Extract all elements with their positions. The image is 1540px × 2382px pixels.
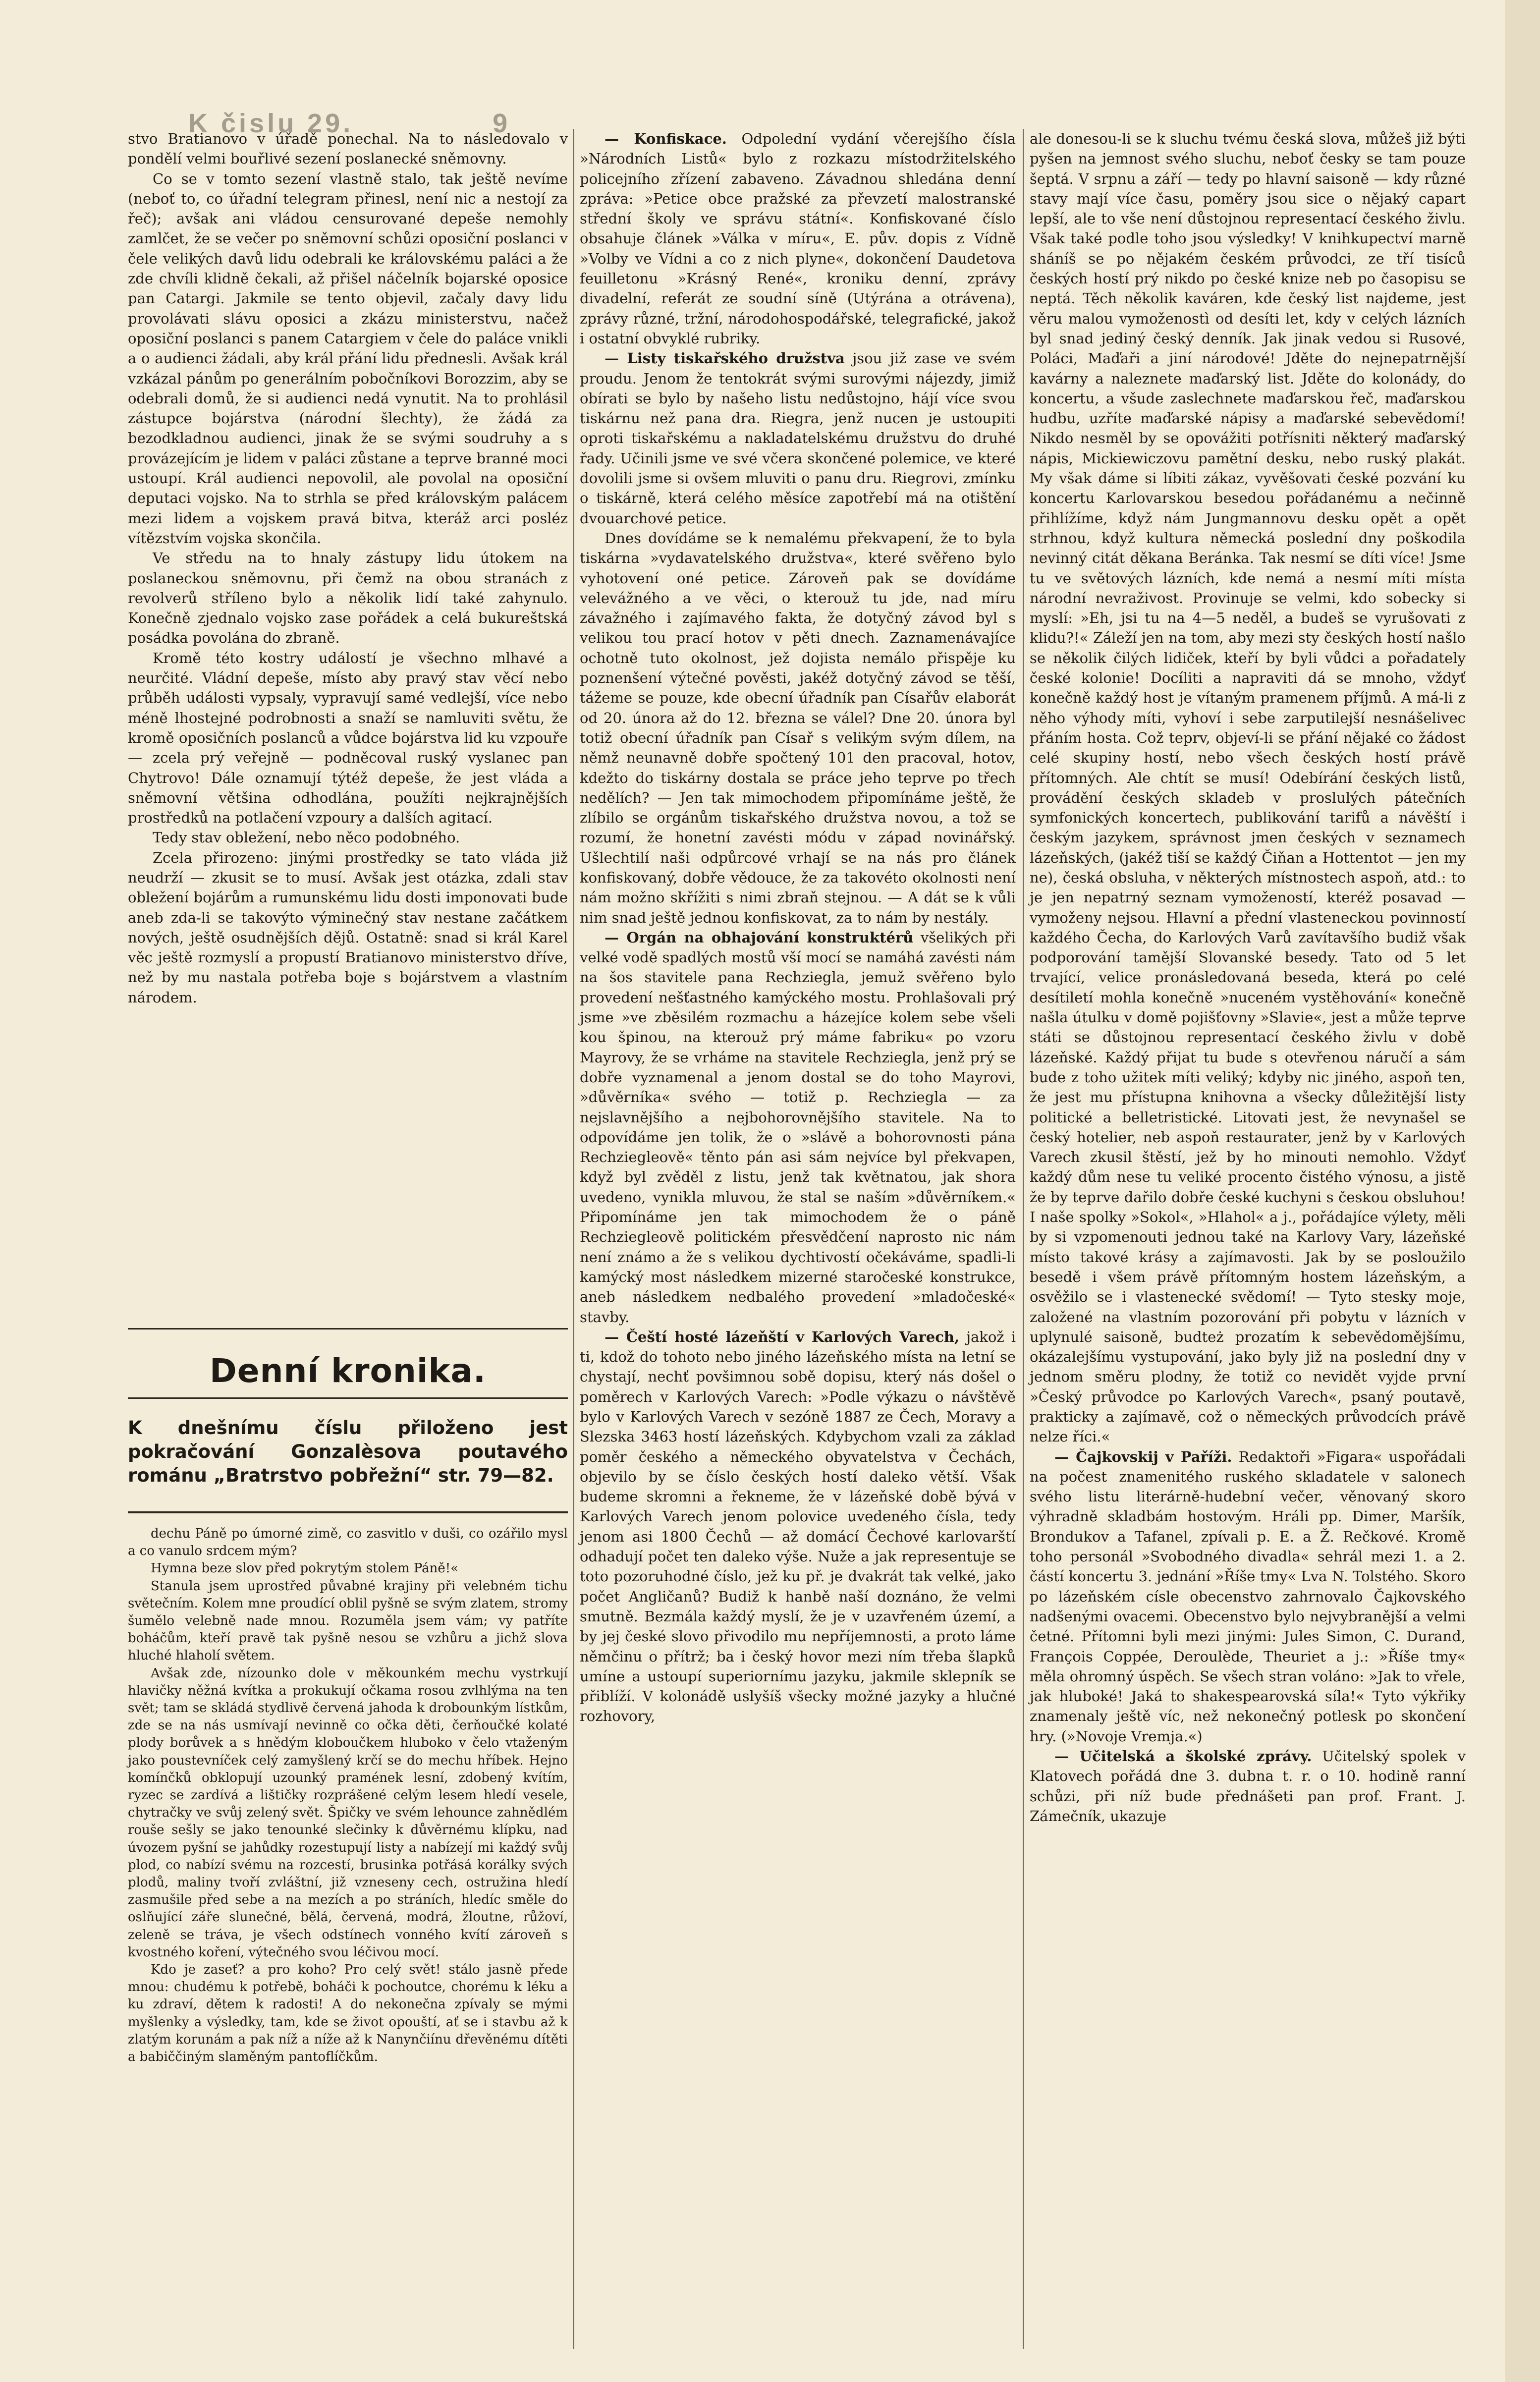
feuilleton-paragraph: Stanula jsem uprostřed půvabné krajiny při velebném tichu světečním. Kolem mne proudící oblil pyšně se svým zlatem, stromy šumělo velebně nade mnou. Rozuměla jsem vám; vy patříte boháčům, kteří pravě tak pyšně nesou se vzhůru a jichž slova hluché hlaholí světem.	[128, 1578, 568, 1663]
article-paragraph: Tedy stav obležení, nebo něco podobného.	[153, 829, 460, 846]
section-title: Denní kronika.	[209, 1352, 487, 1390]
news-item	[580, 528, 1016, 928]
news-item-head: — Listy tiskařského družstva	[605, 350, 845, 367]
news-item	[1030, 129, 1466, 1447]
column-divider	[1023, 129, 1024, 2349]
news-item-head: — Orgán na obhajování konstruktérů	[605, 929, 914, 946]
column-divider	[573, 129, 574, 2349]
news-item-text: Dnes dovídáme se k nemalému překvapení, že to byla tiskárna »vydavatelského družstva«, které svěřeno bylo vyhotovení oné petice. Zároveň pak se dovídáme velevážného a ve věci, o kterouž tu jde, nad míru závažného i zajímavého fakta, že dotyčný závod byl s velikou tou prací hotov v pěti dnech. Zaznamenávajíce ochotně tuto okolnost, jež dojista nemálo přispěje ku poznenšení výtečné pověsti, jakéž dotyčný závod se těší, tážeme se pouze, kde obecní úřadník pan Císařův elaborát od 20. února až do 12. března se válel? Dne 20. února byl totiž obecní úřadník pan Císař s velikým svým dílem, na němž neunavně dobře spočtený 101 den pracoval, hotov, kdežto do tiskárny dostala se práce jeho teprve po třech nedělích? — Jen tak mimochodem připomínáme ještě, že zlíbilo se orgánům tiskařského družstva novou, a tož se rozumí, že honetní zavésti módu v západ novinářský. Ušlechtilí naši odpůrcové vrhají se na nás pro článek konfiskovaný, dobře vědouce, že za takovéto okolnosti není nám možno skřížiti s nimi zbraň stejnou. — A dát se k vůli nim snad ještě jednou konfiskovat, za to nám by nestály.	[580, 529, 1016, 926]
news-item-head: — Učitelská a školské zprávy.	[1054, 1748, 1312, 1765]
news-item-text: jakož i ti, kdož do tohoto nebo jiného lázeňského místa na letní se chystají, nechť povšimnou sobě dopisu, který nás došel o poměrech v Karlových Varech: »Podle výkazu o návštěvě bylo v Karlových Varech v sezóně 1887 ze Čech, Moravy a Slezska 3463 hostí lázeňských. Kdybychom vzali za základ poměr českého a německého obyvatelstva v Čechách, objevilo by se číslo českých hostí daleko větší. Však budeme skromni a řekneme, že v lázeňské době bývá v Karlových Varech jenom polovice uvedeného čísla, tedy jenom asi 1800 Čechů — až domácí Čechové karlovarští odhadují počet ten daleko výše. Nuže a jak representuje se toto pozoruhodné číslo, jež ku př. je dvakrát tak velké, jako počet Angličanů? Budiž k hanbě naší doznáno, že velmi smutně. Bezmála každý myslí, že je v uzavřeném území, a by jej české slovo přivodilo mu nepříjemnosti, a proto láme němčinu o přítrž; ba i český hovor mezi ním třeba šlapků umíne a ustoupí superiornímu jazyku, jakmile sklepník se přiblíží. V kolonádě uslyšíš všecky možné jazyky a hlučné rozhovory,	[580, 1328, 1016, 1725]
column-left	[128, 129, 568, 1007]
feuilleton	[128, 1525, 568, 2066]
feuilleton-paragraph: Kdo je zaseť? a pro koho? Pro celý svět! stálo jasně přede mnou: chudému k potřebě, boháči k pochoutce, chorému k léku a ku zdraví, dětem k radosti! A do nekonečna zpívaly se mými myšlenky a výsledky, tam, kde se život opouští, ať se i stavbu až k zlatým korunám a pak níž a níže až k Nanynčiínu dřevěnému dítěti a babiččiným slaměným pantoflíčkům.	[128, 1962, 568, 2065]
news-item-text: jsou již zase ve svém proudu. Jenom že tentokrát svými surovými nájezdy, jimiž obírati se bylo by našeho listu nedůstojno, hájí více svou tiskárnu než pana dra. Riegra, jenž nucen je ustoupiti oproti tiskařskému a nakladatelskému družstvu do druhé řady. Učinili jsme ve své včera skončené polemice, ve které dovolili jsme si ovšem mluviti o panu dru. Riegrovi, zmínku o tiskárně, která celého měsíce zapotřebí má na otištění dvouarchové petice.	[580, 350, 1016, 527]
news-item-text: všelikých při velké vodě spadlých mostů vší mocí se namáhá zavésti nám na šos stavitele pana Rechziegla, jemuž svěřeno bylo provedení nešťastného kamýckého mostu. Prohlašovali prý jsme »ve zběsilém rozmachu a házejíce kolem sebe všeli kou špinou, na kterouž prý máme fabriku« po vzoru Mayrovy, že se vrháme na stavitele Rechziegla, jenž prý se dobře vyznamenal a jenom dostal se do toho Mayrovi, »důvěrníka« svého — totiž p. Rechziegla — za nejslavnějšího a nejbohorovnějšího stavitele. Na to odpovídáme jen tolik, že o »slávě a bohorovnosti pána Rechziegleově« těnto pán asi sám nejvíce byl překvapen, když byl zvěděl z listu, jenž tak květnatou, jak shora uvedeno, vynikla mluvou, že stal se naším »důvěrníkem.« Připomínáme jen tak mimochodem že o páně Rechziegleově politickém přesvědčení naprosto nic nám není známo a že s velikou dychtivostí očekáváme, spadli-li kamýcký most následkem mizerné staročeské konstrukce, aneb následkem nedbalého provedení »mladočeské« stavby.	[580, 929, 1016, 1326]
article-paragraph: Kromě této kostry událostí je všechno mlhavé a neurčité. Vládní depeše, místo aby pravý stav věcí nebo průběh události vypsaly, vypravují samé vedlejší, více nebo méně lhostejné podrobnosti a snaží se namluviti světu, že kromě oposičních poslanců a vůdce bojárstva lid ku vzpouře — zcela prý veřejně — podněcoval ruský vyslanec pan Chytrovo! Dále oznamují týtéž depeše, že jest vláda a sněmovní většina odhodlána, použíti nejkrajnějších prostředků na potlačení vzpoury a dalších agitací.	[128, 649, 568, 827]
news-item	[580, 1327, 1016, 1726]
section-divider	[128, 1328, 568, 1329]
column-middle	[580, 129, 1016, 1726]
news-item	[580, 129, 1016, 348]
news-item	[580, 928, 1016, 1327]
section-divider	[128, 1397, 568, 1399]
feuilleton-paragraph: dechu Páně po úmorné zimě, co zasvitlo v duši, co ozářilo mysl a co vanulo srdcem mým?	[128, 1526, 568, 1559]
page-number-left: K čislu 29.	[188, 109, 354, 138]
news-item-text: Učitelský spolek v Klatovech pořádá dne 3. dubna t. r. o 10. hodině ranní schůzi, při níž bude přednášeti pan prof. Frant. J. Zámečník, ukazuje	[1030, 1748, 1466, 1825]
news-item	[1030, 1447, 1466, 1746]
feuilleton-divider	[128, 1511, 568, 1513]
news-item-head: — Čeští hosté lázeňští v Karlových Varech,	[605, 1328, 960, 1345]
article-paragraph: Co se v tomto sezení vlastně stalo, tak ještě nevíme (neboť to, co úřadní telegram přinesl, není nic a nestojí za řeč); avšak ani vládou censurované depeše nemohly zamlčet, že se večer po sněmovní schůzi oposiční poslanci v čele velikých davů lidu odebrali ke královskému paláci a že zde chvíli klidně čekali, až přišel náčelník bojarské oposice pan Catargi. Jakmile se tento objevil, začaly davy lidu provolávati slávu oposici a zkázu ministerstvu, načež oposiční poslanci s panem Catargiem v čele do paláce vnikli a o audienci žádali, aby král přání lidu přednesli. Avšak král vzkázal pánům po generálním pobočníkovi Borozzim, aby se odebrali domů, že si audienci nedá vynutit. Na to prohlásil zástupce bojárstva (národní šlechty), že žádá za bezodkladnou audienci, jinak že se svými soudruhy a s provázejícím je lidem v paláci zůstane a teprve branné moci ustoupí. Král audienci nepovolil, ale povolal na oposiční deputaci vojsko. Na to strhla se před královským palácem mezi lidem a vojskem pravá bitva, kteráž arci posléz vítězstvím vojska skončila.	[128, 170, 568, 547]
news-item	[580, 348, 1016, 528]
page-number-mid: 9	[493, 109, 511, 138]
article-paragraph: Zcela přirozeno: jinými prostředky se tato vláda již neudrží — zkusit se to musí. Avšak jest otázka, zdali stav obležení bojárům a rumunskému lidu dosti imponovati bude aneb zda-li se takovýto výminečný stav nestane začátkem nových, ještě osudnějších dějů. Ostatně: snad si král Karel věc ještě rozmyslí a propustí Bratianovo ministerstvo dříve, než by mu nastala potřeba boje s bojárstvem a vlastním národem.	[128, 849, 568, 1006]
news-item-text: Odpolední vydání včerejšího čísla »Národních Listů« bylo z rozkazu místodržitelského policejního zřízení zabaveno. Závadnou shledána denní zpráva: »Petice obce pražské za převzetí malostranské střední školy ve správu státní«. Konfiskované číslo obsahuje článek »Válka v míru«, E. pův. dopis z Vídně »Volby ve Vídni a co z nich plyne«, dokončení Daudetova feuilletonu »Krásný René«, kroniku denní, zprávy divadelní, referát ze soudní síně (Utýrána a otrávena), zprávy různé, tržní, národohospodářské, telegrafické, jakož i ostatní obvyklé rubriky.	[580, 130, 1016, 347]
column-right	[1030, 129, 1466, 1826]
news-item-head: — Konfiskace.	[605, 130, 727, 147]
article-paragraph: Ve středu na to hnaly zástupy lidu útokem na poslaneckou sněmovnu, při čemž na obou stranách z revolverů stříleno bylo a několik lidí také zahynulo. Konečně zjednalo vojsko zase pořádek a celá bukureštská posádka povolána do zbraně.	[128, 550, 568, 647]
supplement-notice: K dnešnímu číslu přiloženo jest pokračování Gonzalèsova poutavého románu „Bratrstvo pobřežní“ str. 79—82.	[128, 1417, 568, 1486]
news-item-head: — Čajkovskij v Paříži.	[1054, 1448, 1232, 1465]
page-edge	[1505, 0, 1540, 2382]
feuilleton-paragraph: Hymna beze slov před pokrytým stolem Páně!«	[151, 1561, 459, 1576]
article-paragraph: stvo Bratianovo v úřadě ponechal. Na to následovalo v pondělí velmi bouřlivé sezení poslanecké sněmovny.	[128, 130, 568, 167]
news-item	[1030, 1746, 1466, 1826]
news-item-text: Redaktoři »Figara« uspořádali na počest znamenitého ruského skladatele v salonech svého listu literárně-hudební večer, věnovaný skoro výhradně skladbám hostovým. Hráli pp. Dimer, Maršík, Brondukov a Tafanel, zpívali p. E. a Ž. Rečkové. Kromě toho personál »Svobodného divadla« sehrál mezi 1. a 2. částí koncertu 3. jednání »Říše tmy« Lva N. Tolstého. Skoro po lázeňském císle obecenstvo zahrnovalo Čajkovského nadšenými ovacemi. Obecenstvo bylo nejvybranější a velmi četné. Přítomni byli mezi jinými: Jules Simon, C. Durand, François Coppée, Deroulède, Theuriet a j.: »Říše tmy« měla ohromný úspěch. Se všech stran volánо: »Jak to vřele, jak hluboké! Jaká to shakespearovská síla!« Tyto výkřiky znamenaly ještě víc, než nekonečný potlesk po skončení hry. (»Novoje Vremja.«)	[1030, 1448, 1466, 1745]
feuilleton-paragraph: Avšak zde, nízounko dole v měkounkém mechu vystrkují hlavičky něžná kvítka a prokukují očkama rosou zvlhlýma na ten svět; tam se skládá stydlivě červená jahoda k drobounkým lístkům, zde se na nás usmívají nevinně co očka děti, čerňoučké kolaté plody borůvek a s hnědým kloboučkem hluboko v čelo vtaženým jako poustevníček celý zamyšlený krčí se do mechu hříbek. Hejno komínčků obklopují uzounký pramének lesní, zdobený kvítím, ryzec se zardívá a lištičky rozprášené celým lesem hledí vesele, chytračky ve svůj zelený svět. Špičky ve svém lehounce zahnědlém rouše sešly se jako tenounké slečinky k důvěrnému klípku, nad úvozem pyšní se jahůdky rozestupují listy a nabízejí mi každý svůj plod, co nabízí svému na rozcestí, brusinka potřásá korálky svých plodů, maliny tvoří zvláštní, již vzneseny cech, ostružina hledí zasmušile před sebe a na mezích a po stráních, hledíc směle do oslňující záře slunečné, bělá, červená, modrá, žloutne, růžoví, zeleně se tráva, je všech odstínech vonného kvítí zároveň s kvostného koření, výtečného svou léčivou mocí.	[128, 1665, 568, 1960]
news-item-text: ale donesou-li se k sluchu tvému česká slova, můžeš již býti pyšen na jemnost svého sluchu, neboť česky se tam pouze šeptá. V srpnu a září — tedy po hlavní saisoně — kdy různé stavy mají více času, poměry jsou sice o nějaký capart lepší, ale to vše není důstojnou representací českého živlu. Však také podle toho jsou výsledky! V knihkupectví marně sháníš se po nějakém českém průvodci, ze tří tisíců českých hostí prý nikdo po české knize neb po časopisu se neptá. Těch několik kaváren, kde český list najdeme, jest věru malou vymoženostì od desíti let, kdy v celých lázních byl snad jediný český denník. Jak jinak vedou si Rusové, Poláci, Maďaři a jiní národové! Jděte do nejnepatrnější kavárny a naleznete maďarský list. Jděte do kolonády, do koncertu, a všude zaslechnete maďarskou řeč, maďarskou hudbu, uzříte maďarské nápisy a maďarské sebevědomí! Nikdo nesměl by se opovážiti potřísniti některý maďarský nápis, Mickiewiczovu pamětní desku, nebo ruský plakát. My však dáme si líbiti zákaz, vyvěšovati české pozvání ku koncertu Karlovarskou besedou pořádanému a nečinně přihlížíme, když nám Jungmannovu desku opět a opět strhnou, když kultura německá poslední dny poškodila nevinný citát děkana Beránka. Tak nesmí se díti více! Jsme tu ve světových lázních, kde nemá a nesmí míti místa národní nevraživost. Provinuje se velmi, kdo sobecky si myslí: »Eh, jsi tu na 4—5 neděl, a budeš se vyrušovati z klidu?!« Záleží jen na tom, aby mezi sty českých hostí našlo se několik čilých lidiček, kteří by byli vůdci a pořadately české kolonie! Docíliti a napraviti dá se mnoho, vždyť konečně každý host je vítaným pramenem příjmů. A má-li z něho výhody míti, vyhoví i sebe zarputilejší nesnášelivec přáním hosta. Což teprv, objeví-li se přání nějaké co žádost celé skupiny hostí, nebo všech českých hostí právě přítomných. Ale chtít se musí! Odebírání českých listů, provádění českých skladeb v proslulých pátečních symfonických koncertech, publikování tarifů a návěští i českým jazykem, správnost jmen českých v seznamech lázeňských, (jakéž tiší se každý Čiňan a Hottentot — jen my ne), česká obsluha, v některých místnostech aspoň, atd.: to je jen nepatrný seznam vymožeností, kteréž posavad — vymoženy nejsou. Hlavní a přední vlasteneckou povinností každého Čecha, do Karlových Varů zavítavšího budiž však podporování tamější Slovanské besedy. Tato od 5 let trvající, velice pronásledovaná beseda, která po celé desítiletí mohla konečně »nuceném vystěhování« konečně našla útulku v domě pojišťovny »Slavie«, jest a může teprve státi se důstojnou representací českého živlu v době lázeňské. Každý přijat tu bude s otevřenou náručí a sám bude z toho užitek míti veliký; kdyby nic jiného, aspoň ten, že jest mu přístupna knihovna a všecky důležitější listy politické a belletristické. Litovati jest, že nevynašel se český hotelier, neb aspoň restaurater, jenž by v Karlových Varech zkusil štěstí, jež by ho minouti nemohlo. Vždyť každý dům nese tu veliké procento čistého výnosu, a jistě že by teprve dařilo dobře české kuchyni s českou obsluhou! I naše spolky »Sokol«, »Hlahol« a j., pořádajíce výlety, měli by si vzpomenouti jednou také na Karlovy Vary, lázeňské místo takové krásy a zajímavosti. Jak by se posloužilo besedě i všem právě přítomným hostem lázeňským, a osvěžilo se i vlastenecké svědomí! — Tyto stesky moje, založené na vlastním pozorování při pobytu v lázních v uplynulé saisoně, budteż prozatím k sebevědomějšímu, okázalejšímu vystupování, jako byly již na poslední dny v jednom směru plodny, že totiž co nevidět vyjde první »Český průvodce po Karlových Varech«, psaný poutavě, prakticky a zajímavě, což o německých průvodcích právě nelze říci.«	[1030, 130, 1466, 1445]
